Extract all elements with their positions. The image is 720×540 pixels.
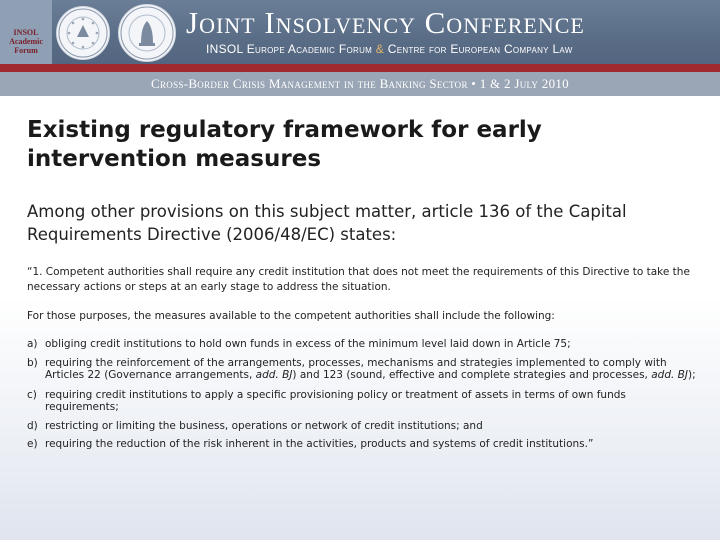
list-marker: b) [27,356,38,369]
logo-line: Academic [9,37,43,46]
conference-banner-text: Cross-Border Crisis Management in the Banking Sector • 1 & 2 July 2010 [151,76,569,91]
purpose-paragraph: For those purposes, the measures available to the competent authorities shall include the following: [27,310,555,322]
list-text-fragment: requiring the reinforcement of the arrangements, processes, mechanisms and strategies implemented to comply with Articles 22 (Governance arrangements, [45,356,667,381]
red-divider-strip [0,64,720,72]
list-marker: d) [27,419,38,432]
subtitle-ampersand: & [375,42,385,56]
academic-forum-logo [0,0,52,64]
academic-forum-logo-text [2,28,50,55]
list-item [27,357,699,382]
list-marker: e) [27,438,38,450]
cecl-seal-icon [118,4,176,62]
insol-europe-seal-icon [56,6,110,60]
conference-header [0,0,720,64]
list-item [27,420,699,433]
list-item [27,338,699,351]
logo-line: Forum [14,46,38,55]
list-text-fragment: ) and 123 (sound, effective and complete strategies and processes, [292,369,652,381]
list-item-text: requiring credit institutions to apply a specific provisioning policy or treatment of assets in terms of own funds requirements; [45,388,626,413]
conference-subtitle [206,42,573,56]
list-marker: c) [27,388,37,401]
conference-banner [0,72,720,96]
list-text-fragment: ); [687,369,696,381]
list-item-text: restricting or limiting the business, operations or network of credit institutions; and [45,419,483,432]
subtitle-part-2: Centre for European Company Law [387,42,573,56]
list-item-text [45,357,699,382]
conference-title: Joint Insolvency Conference [186,5,585,40]
list-marker: a) [27,338,38,350]
list-item-text: obliging credit institutions to hold own funds in excess of the minimum level laid down in Article 75; [45,338,571,350]
slide-heading: Existing regulatory framework for early intervention measures [27,117,542,172]
logo-line: INSOL [13,28,39,37]
quote-paragraph: “1. Competent authorities shall require any credit institution that does not meet the requirements of this Directive to take the necessary actions or steps at an early stage to address the situation. [27,266,690,293]
intro-paragraph: Among other provisions on this subject matter, article 136 of the Capital Requirements Directive (2006/48/EC) states: [27,202,627,244]
list-text-italic: add. BJ [651,369,688,381]
list-text-italic: add. BJ [255,369,293,381]
list-item [27,438,699,451]
list-item [27,389,699,414]
measures-list [27,338,699,457]
subtitle-part-1: INSOL Europe Academic Forum [206,42,373,56]
list-item-text: requiring the reduction of the risk inherent in the activities, products and systems of credit institutions.” [45,438,594,450]
